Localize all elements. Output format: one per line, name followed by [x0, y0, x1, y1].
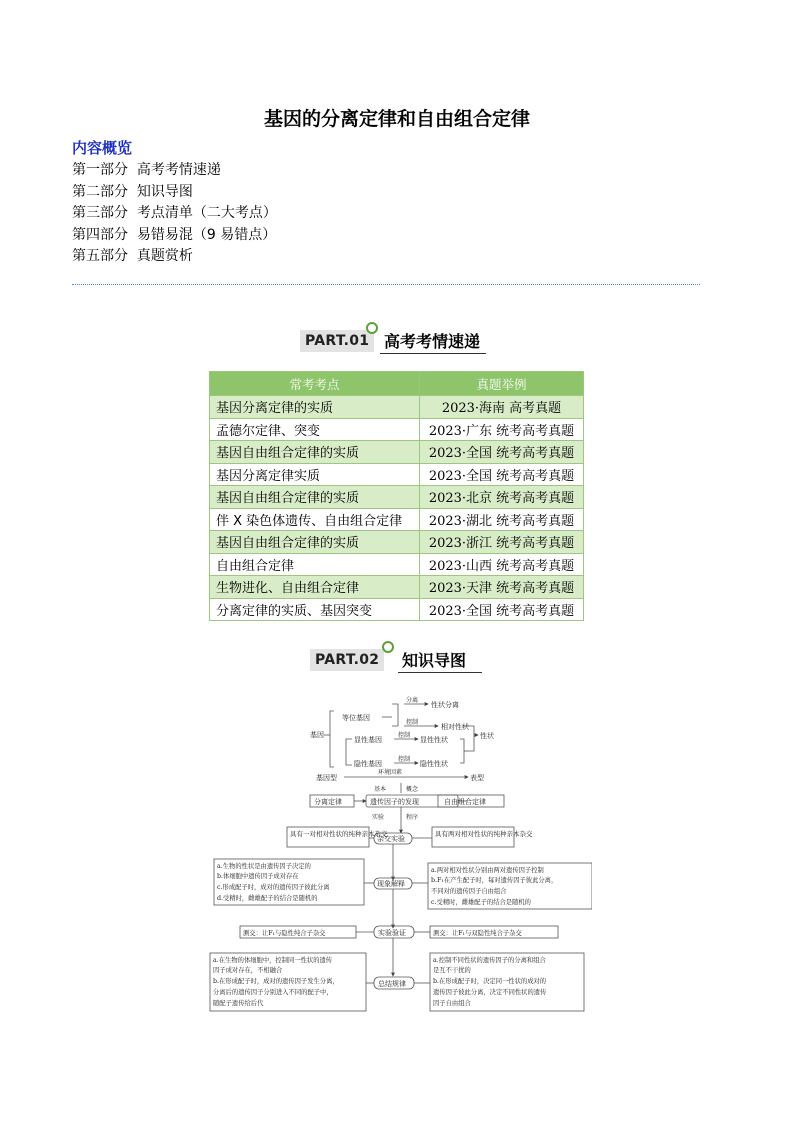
mm-two-pairs: 具有两对相对性状的纯种亲本杂交 — [435, 830, 533, 838]
table-header-topic: 常考考点 — [210, 372, 420, 396]
mm-control-3: 控制 — [398, 756, 411, 763]
mm-concept: 概念 — [406, 786, 419, 793]
mm-recessive-gene: 隐性基因 — [354, 760, 382, 768]
overview-item: 第五部分 真题赏析 — [72, 248, 193, 264]
mm-trait: 性状 — [480, 732, 494, 740]
topic-cell: 基因自由组合定律的实质 — [210, 531, 420, 554]
part1-header — [300, 326, 490, 356]
topic-cell: 基因分离定律的实质 — [210, 396, 420, 419]
part1-dot-icon — [366, 322, 378, 334]
topic-cell: 生物进化、自由组合定律 — [210, 576, 420, 599]
table-row — [210, 508, 584, 531]
mm-test-right: 测交：让F₁与双隐性纯合子杂交 — [433, 930, 522, 937]
mm-dominant-trait: 显性性状 — [420, 736, 448, 744]
mm-sep-law: 分离定律 — [314, 798, 342, 806]
mm-hyp-left-line: a.生物的性状是由遗传因子决定的 — [217, 863, 311, 870]
topic-cell: 分离定律的实质、基因突变 — [210, 598, 420, 621]
part1-badge: PART.01 — [300, 330, 374, 352]
section-divider — [72, 284, 700, 285]
mm-gene: 基因 — [310, 731, 324, 739]
part2-header — [310, 645, 490, 675]
mm-sum-right-line: 因子自由组合 — [433, 1000, 471, 1007]
mm-hyp-left-line: d.受精时，雌雄配子的结合是随机的 — [217, 895, 318, 902]
table-header-row — [210, 372, 584, 396]
table-row — [210, 396, 584, 419]
overview-heading: 内容概览 — [72, 139, 133, 157]
mm-recessive-trait: 隐性性状 — [420, 760, 448, 768]
mm-sum-left-line: 随配子遗传给后代 — [213, 1000, 264, 1007]
table-row — [210, 598, 584, 621]
mm-separate: 分离 — [406, 697, 419, 704]
table-row — [210, 418, 584, 441]
topic-cell: 基因自由组合定律的实质 — [210, 441, 420, 464]
part1-title: 高考考情速递 — [384, 332, 481, 351]
mm-hyp-left-line: c.形成配子时，成对的遗传因子彼此分离 — [217, 884, 330, 891]
topic-cell: 自由组合定律 — [210, 553, 420, 576]
part2-dot-icon — [382, 641, 394, 653]
mm-hyp-right-line: c.受精时，雌雄配子的结合是随机的 — [431, 899, 531, 906]
mm-sum-right-line: a.控制不同性状的遗传因子的分离和组合 — [433, 957, 546, 964]
mm-trait-sep: 性状分离 — [431, 701, 459, 709]
mm-hyp-left-line: b.体细胞中遗传因子成对存在 — [217, 873, 299, 880]
table-row — [210, 486, 584, 509]
example-cell: 2023·广东 统考高考真题 — [420, 418, 584, 441]
table-row — [210, 463, 584, 486]
mm-rel-trait: 相对性状 — [441, 723, 469, 731]
part1-underline — [380, 353, 486, 354]
example-cell: 2023·浙江 统考高考真题 — [420, 531, 584, 554]
document-title: 基因的分离定律和自由组合定律 — [263, 108, 530, 130]
topic-cell: 基因自由组合定律的实质 — [210, 486, 420, 509]
knowledge-mindmap — [206, 695, 592, 1023]
table-header-example: 真题举例 — [420, 372, 584, 396]
mm-environment: 环境因素 — [378, 769, 403, 776]
table-row — [210, 531, 584, 554]
overview-item: 第二部分 知识导图 — [72, 183, 193, 200]
mm-hyp-right-line: a.两对相对性状分别由两对遗传因子控制 — [431, 867, 544, 874]
overview-item: 第三部分 考点清单（二大考点） — [72, 205, 277, 221]
table-row — [210, 576, 584, 599]
exam-table — [209, 371, 584, 621]
mm-allele: 等位基因 — [342, 714, 370, 722]
topic-cell: 孟德尔定律、突变 — [210, 418, 420, 441]
overview-item: 第一部分 高考考情速递 — [72, 162, 221, 178]
mm-phenotype: 表型 — [470, 774, 484, 782]
topic-cell: 伴 X 染色体遗传、自由组合定律 — [210, 508, 420, 531]
mm-discovery: 遗传因子的发现 — [370, 798, 419, 806]
mm-test-center: 实验验证 — [378, 929, 406, 937]
mm-sum-left-line: a.在生物的体细胞中，控制同一性状的遗传 — [213, 957, 333, 964]
overview-list — [72, 160, 277, 268]
table-row — [210, 441, 584, 464]
mm-hyp-right-line: 不同对的遗传因子自由组合 — [431, 888, 507, 895]
part2-underline — [398, 672, 482, 673]
mm-hyp-right-line: b.F₁在产生配子时，每对遗传因子彼此分离， — [431, 877, 558, 884]
example-cell: 2023·湖北 统考高考真题 — [420, 508, 584, 531]
mm-procedure: 程序 — [406, 814, 419, 821]
mm-sum-left-line: 分离后的遗传因子分别进入不同的配子中， — [213, 989, 333, 996]
mm-one-pair: 具有一对相对性状的纯种亲本杂交 — [290, 830, 388, 838]
mm-sum-right-line: b.在形成配子时，决定同一性状的成对的 — [433, 978, 547, 985]
mm-hyp-center: 现象解释 — [377, 880, 405, 888]
example-cell: 2023·北京 统考高考真题 — [420, 486, 584, 509]
mm-test-left: 测交：让F₁与隐性纯合子杂交 — [243, 930, 326, 937]
mm-sum-right-line: 是互不干扰的 — [433, 967, 471, 974]
example-cell: 2023·海南 高考真题 — [420, 396, 584, 419]
mm-dominant-gene: 显性基因 — [354, 736, 382, 744]
mm-sum-left-line: 因子成对存在，不相融合 — [213, 967, 283, 974]
part2-title: 知识导图 — [402, 651, 467, 670]
example-cell: 2023·全国 统考高考真题 — [420, 598, 584, 621]
mm-genotype: 基因型 — [316, 774, 337, 782]
mm-experiment: 实验 — [372, 814, 385, 821]
overview-item: 第四部分 易错易混（9 易错点） — [72, 226, 277, 243]
example-cell: 2023·全国 统考高考真题 — [420, 463, 584, 486]
mm-basic: 基本 — [374, 786, 387, 793]
mm-control-2: 控制 — [398, 732, 411, 739]
example-cell: 2023·天津 统考高考真题 — [420, 576, 584, 599]
mm-sum-center: 总结规律 — [378, 980, 406, 988]
example-cell: 2023·全国 统考高考真题 — [420, 441, 584, 464]
table-row — [210, 553, 584, 576]
mm-sum-right-line: 遗传因子彼此分离，决定不同性状的遗传 — [433, 989, 547, 996]
part2-badge: PART.02 — [310, 649, 384, 671]
mm-free-law: 自由组合定律 — [444, 798, 486, 806]
mm-cross: 杂交实验 — [377, 835, 405, 843]
example-cell: 2023·山西 统考高考真题 — [420, 553, 584, 576]
topic-cell: 基因分离定律实质 — [210, 463, 420, 486]
mm-sum-left-line: b.在形成配子时，成对的遗传因子发生分离， — [213, 978, 339, 985]
mm-control: 控制 — [406, 719, 419, 726]
